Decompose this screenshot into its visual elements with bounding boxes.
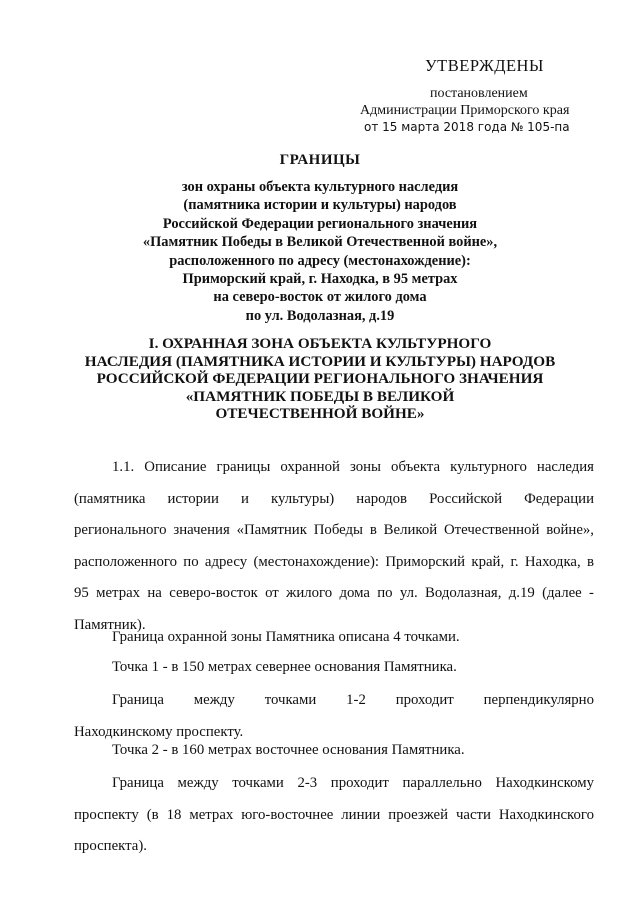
section-heading-line: НАСЛЕДИЯ (ПАМЯТНИКА ИСТОРИИ И КУЛЬТУРЫ) НАРОДОВ	[84, 352, 556, 370]
paragraph-line: Находкинскому проспекту.	[74, 723, 244, 740]
paragraph-6	[74, 768, 594, 863]
paragraph-line: 1.1. Описание границы охранной зоны объекта культурного наследия	[112, 459, 594, 475]
paragraph-1	[74, 452, 594, 641]
approval-authority: Администрации Приморского края	[360, 103, 570, 118]
section-heading	[0, 335, 640, 423]
paragraph-line: проспекта).	[74, 838, 147, 854]
subtitle-line: расположенного по адресу (местонахождение):	[169, 252, 471, 269]
section-heading-line: РОССИЙСКОЙ ФЕДЕРАЦИИ РЕГИОНАЛЬНОГО ЗНАЧЕНИЯ	[96, 370, 544, 388]
subtitle-line: Российской Федерации регионального значения	[162, 215, 478, 232]
document-subtitle	[0, 178, 640, 325]
paragraph-line: регионального значения «Памятник Победы в Великой Отечественной войне»,	[74, 522, 594, 538]
approval-date-number: от 15 марта 2018 года № 105-па	[364, 120, 570, 134]
paragraph-line: Памятник).	[74, 616, 146, 633]
section-heading-line: ОТЕЧЕСТВЕННОЙ ВОЙНЕ»	[215, 405, 425, 423]
paragraph-2: Граница охранной зоны Памятника описана 4 точками.	[112, 629, 460, 645]
approval-title: УТВЕРЖДЕНЫ	[425, 56, 544, 75]
paragraph-line: 95 метрах на северо-восток от жилого дома по ул. Водолазная, д.19 (далее -	[74, 585, 594, 601]
paragraph-line: проспекту (в 18 метрах юго-восточнее линии проезжей части Находкинского	[74, 806, 594, 823]
approval-resolution-label: постановлением	[430, 86, 528, 101]
subtitle-line: зон охраны объекта культурного наследия	[181, 179, 459, 195]
subtitle-line: (памятника истории и культуры) народов	[183, 197, 457, 214]
subtitle-line: по ул. Водолазная, д.19	[245, 307, 395, 324]
paragraph-line: Граница между точками 2-3 проходит параллельно Находкинскому	[112, 775, 594, 791]
section-heading-line: I. ОХРАННАЯ ЗОНА ОБЪЕКТА КУЛЬТУРНОГО	[148, 335, 492, 352]
paragraph-line: расположенного по адресу (местонахождение): Приморский край, г. Находка, в	[74, 553, 594, 570]
section-heading-line: «ПАМЯТНИК ПОБЕДЫ В ВЕЛИКОЙ	[185, 387, 455, 405]
paragraph-4	[74, 685, 594, 748]
paragraph-3: Точка 1 - в 150 метрах севернее основания Памятника.	[112, 659, 457, 675]
paragraph-5: Точка 2 - в 160 метрах восточнее основания Памятника.	[112, 742, 465, 758]
paragraph-line: Граница между точками 1-2 проходит перпендикулярно	[112, 692, 594, 708]
subtitle-line: на северо-восток от жилого дома	[213, 289, 427, 306]
paragraph-line: (памятника истории и культуры) народов Российской Федерации	[74, 490, 594, 507]
subtitle-line: «Памятник Победы в Великой Отечественной войне»,	[142, 234, 498, 251]
subtitle-line: Приморский край, г. Находка, в 95 метрах	[182, 271, 458, 288]
document-title: ГРАНИЦЫ	[279, 152, 361, 168]
